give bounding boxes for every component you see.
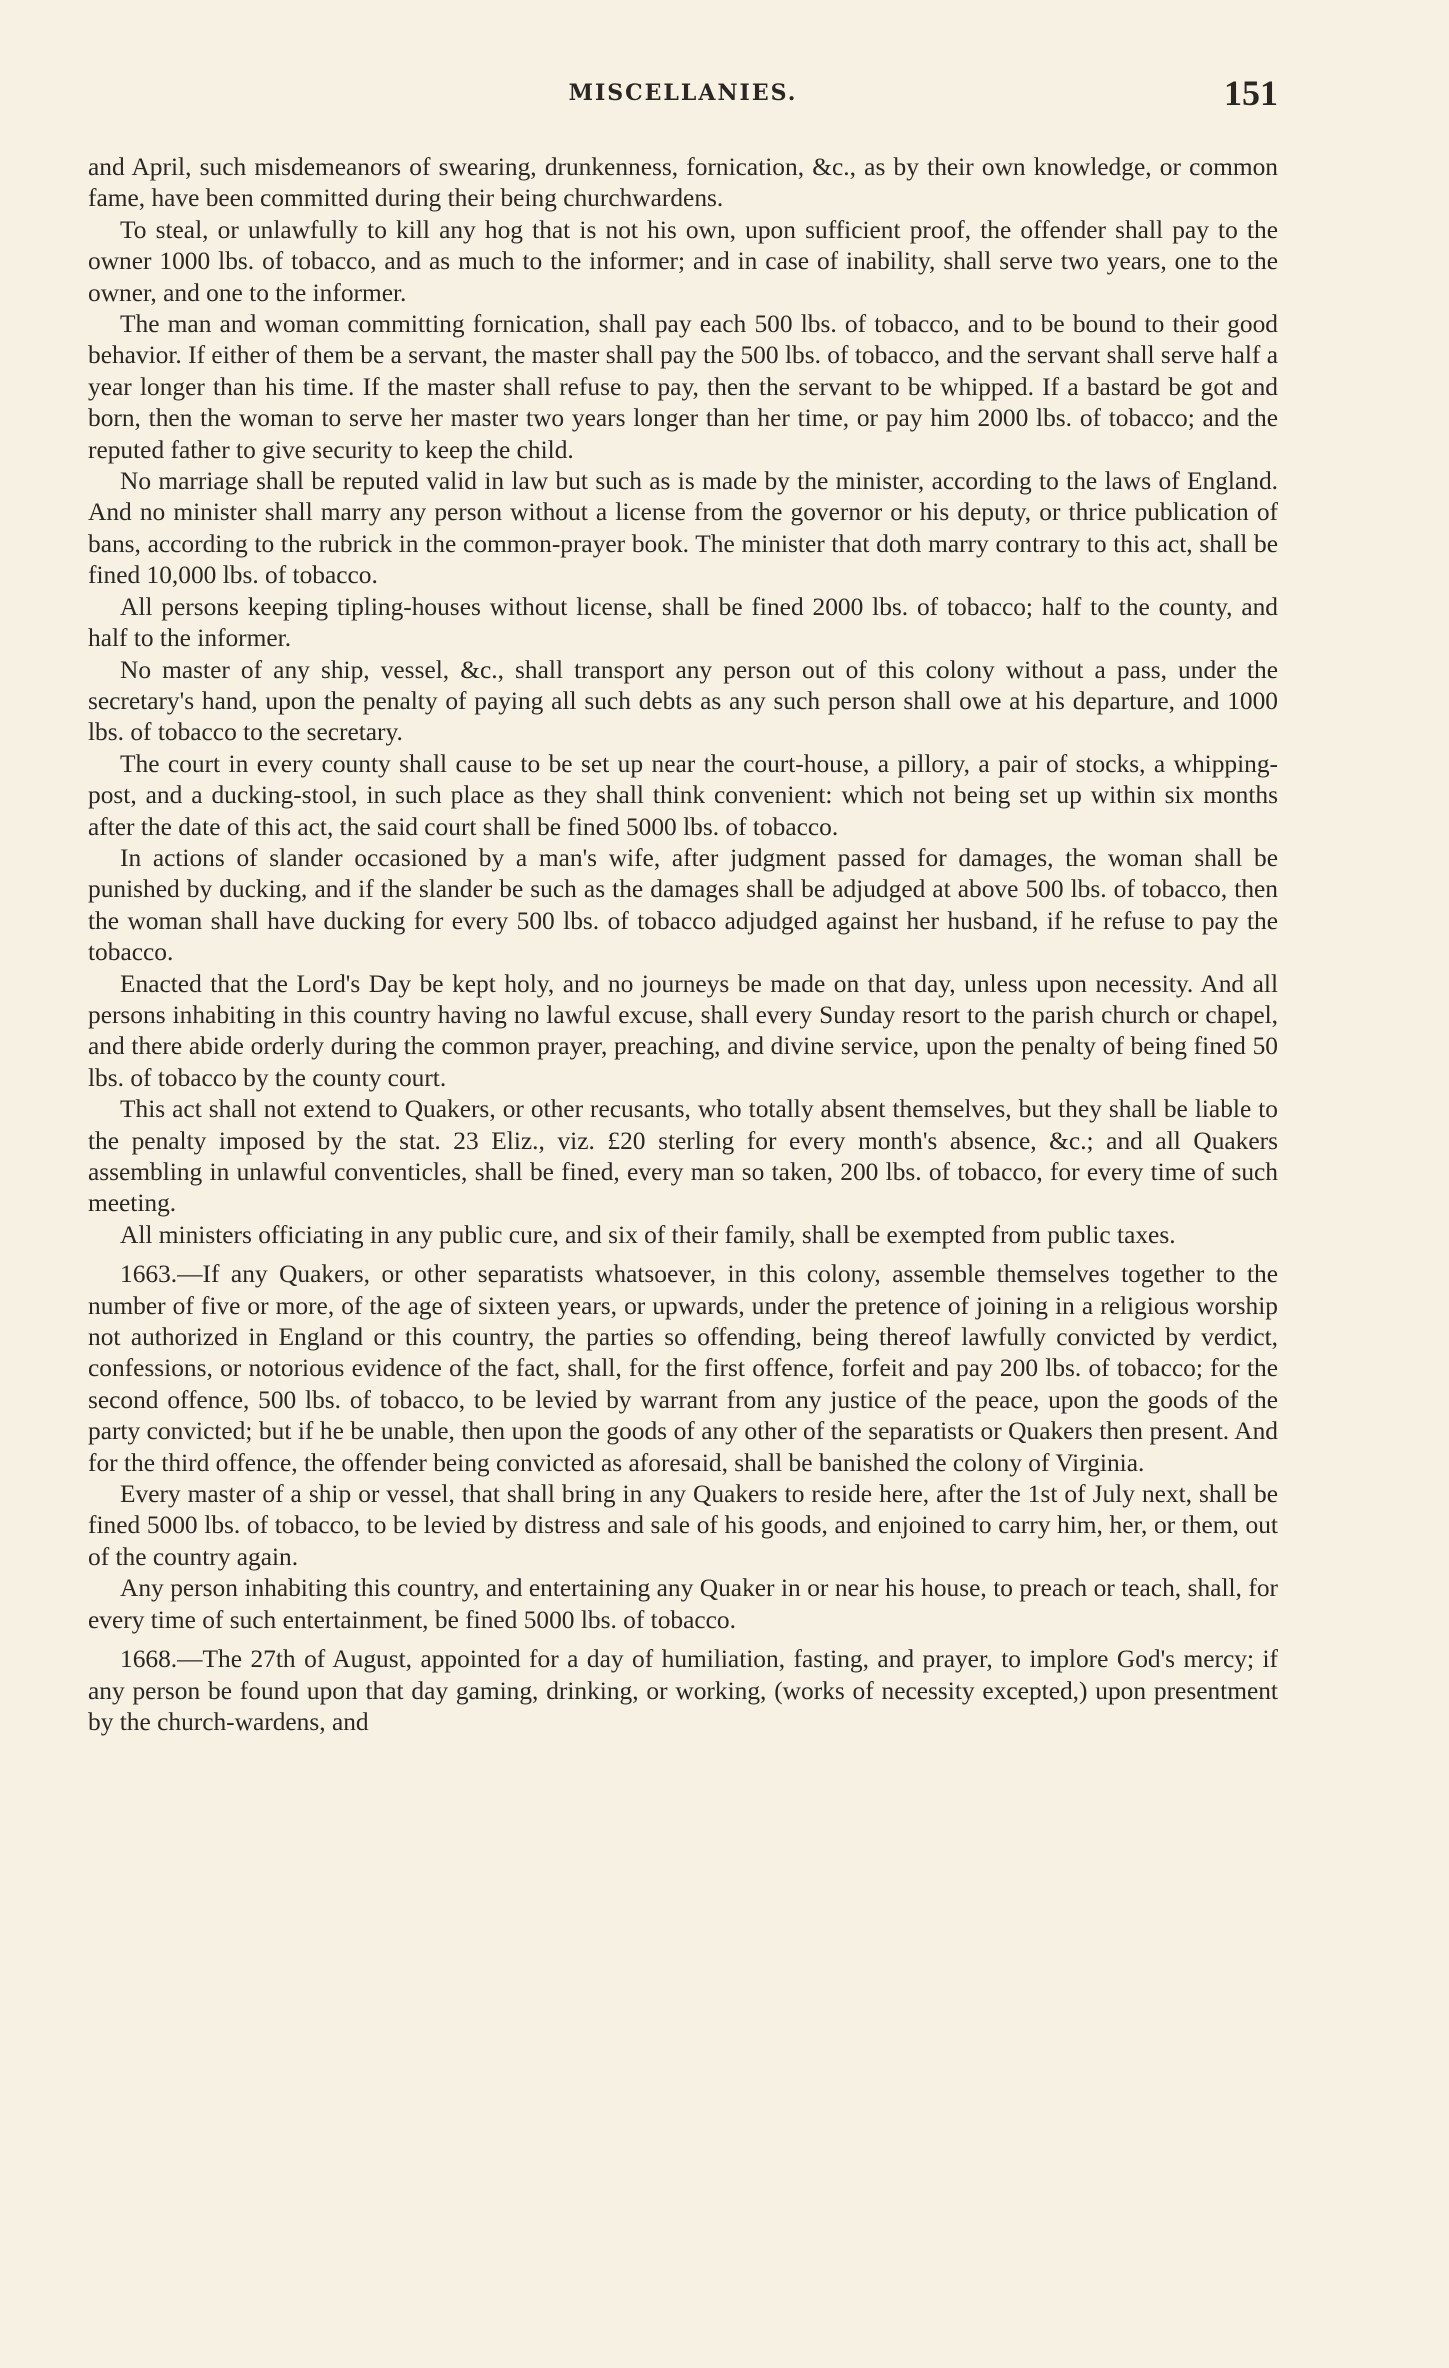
paragraph-ship-pass: No master of any ship, vessel, &c., shall transport any person out of this colony without a pass, under the secretary's hand, upon the penalty of paying all such debts as any such person shall owe at his departure, and 1000 lbs. of tobacco to the secretary. [88,655,1278,747]
paragraph-hog-stealing: To steal, or unlawfully to kill any hog that is not his own, upon sufficient proof, the offender shall pay to the owner 1000 lbs. of tobacco, and as much to the informer; and in case of inability, shall serve two years, one to the owner, and one to the informer. [88,215,1278,307]
paragraph-slander: In actions of slander occasioned by a man's wife, after judgment passed for damages, the woman shall be punished by ducking, and if the slander be such as the damages shall be adjudged at above 500 lbs. of tobacco, then the woman shall have ducking for every 500 lbs. of tobacco adjudged against her husband, if he refuse to pay the tobacco. [88,843,1278,967]
paragraph-continuation: and April, such misdemeanors of swearing, drunkenness, fornication, &c., as by their own knowledge, or common fame, have been committed during their being churchwardens. [88,153,1278,213]
running-head: MISCELLANIES. [568,80,798,106]
paragraph-fornication: The man and woman committing fornication, shall pay each 500 lbs. of tobacco, and to be bound to their good behavior. If either of them be a servant, the master shall pay the 500 lbs. of tobacco, and the servant shall serve half a year longer than his time. If the master shall refuse to pay, then the servant to be whipped. If a bastard be got and born, then the woman to serve her master two years longer than her time, or pay him 2000 lbs. of tobacco; and the reputed father to give security to keep the child. [88,310,1278,464]
paragraph-entertaining-quaker: Any person inhabiting this country, and entertaining any Quaker in or near his house, to preach or teach, shall, for every time of such entertainment, be fined 5000 lbs. of tobacco. [88,1574,1278,1634]
page-header [88,72,1278,116]
paragraph-quakers-exemption: This act shall not extend to Quakers, or other recusants, who totally absent themselves, but they shall be liable to the penalty imposed by the stat. 23 Eliz., viz. £20 sterling for every month's absence, &c.; and all Quakers assembling in unlawful conventicles, shall be fined, every man so taken, 200 lbs. of tobacco, for every time of such meeting. [88,1095,1278,1218]
paragraph-tipling-houses: All persons keeping tipling-houses without license, shall be fined 2000 lbs. of tobacco; half to the county, and half to the informer. [88,592,1278,653]
page-number: 151 [1224,73,1278,113]
paragraph-pillory: The court in every county shall cause to be set up near the court-house, a pillory, a pair of stocks, a whipping-post, and a ducking-stool, in such place as they shall think convenient: which not being set up within six months after the date of this act, the said court shall be fined 5000 lbs. of tobacco. [88,749,1278,841]
paragraph-ship-master-quakers: Every master of a ship or vessel, that shall bring in any Quakers to reside here, after the 1st of July next, shall be fined 5000 lbs. of tobacco, to be levied by distress and sale of his goods, and enjoined to carry him, her, or them, out of the country again. [88,1480,1278,1571]
paragraph-marriage: No marriage shall be reputed valid in law but such as is made by the minister, according to the laws of England. And no minister shall marry any person without a license from the governor or his deputy, or thrice publication of bans, according to the rubrick in the common-prayer book. The minister that doth marry contrary to this act, shall be fined 10,000 lbs. of tobacco. [88,467,1278,590]
paragraph-ministers-taxes: All ministers officiating in any public cure, and six of their family, shall be exempted from public taxes. [120,1220,1176,1249]
paragraph-1668: 1668.—The 27th of August, appointed for a day of humiliation, fasting, and prayer, to implore God's mercy; if any person be found upon that day gaming, drinking, or working, (works of necessity excepted,) upon presentment by the church-wardens, and [88,1645,1278,1736]
paragraph-1663: 1663.—If any Quakers, or other separatists whatsoever, in this colony, assemble themselves together to the number of five or more, of the age of sixteen years, or upwards, under the pretence of joining in a religious worship not authorized in England or this country, the parties so offending, being thereof lawfully convicted by verdict, confessions, or notorious evidence of the fact, shall, for the first offence, forfeit and pay 200 lbs. of tobacco; for the second offence, 500 lbs. of tobacco, to be levied by warrant from any justice of the peace, upon the goods of the party convicted; but if he be unable, then upon the goods of any other of the separatists or Quakers then present. And for the third offence, the offender being convicted as aforesaid, shall be banished the colony of Virginia. [88,1260,1278,1477]
paragraph-lords-day: Enacted that the Lord's Day be kept holy, and no journeys be made on that day, unless upon necessity. And all persons inhabiting in this country having no lawful excuse, shall every Sunday resort to the parish church or chapel, and there abide orderly during the common prayer, preaching, and divine service, upon the penalty of being fined 50 lbs. of tobacco by the county court. [88,969,1278,1092]
body-text [88,152,1278,1738]
